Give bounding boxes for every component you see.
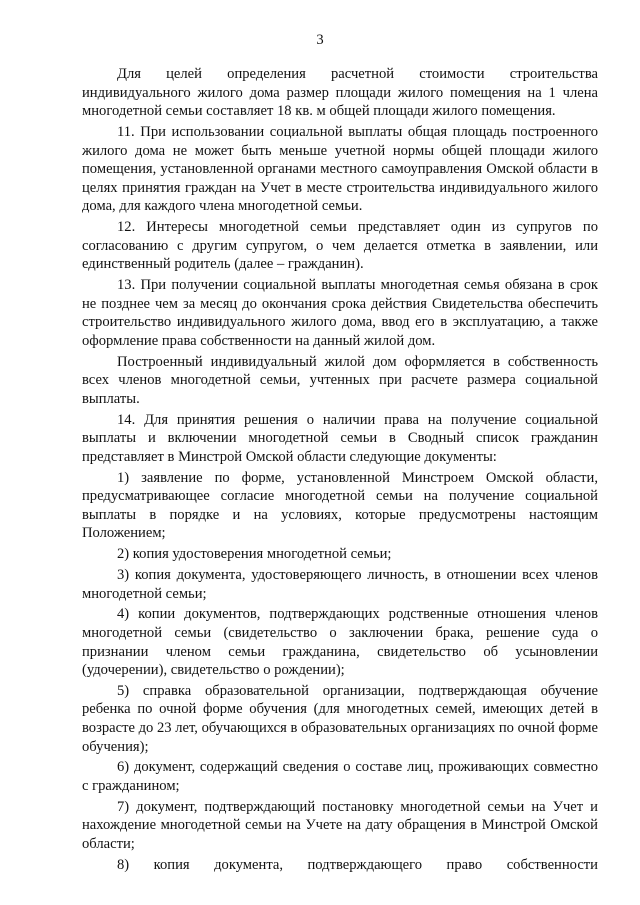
paragraph-14: 14. Для принятия решения о наличии права на получение социальной выплаты и включении многодетной семьи в Сводный список гражданин представляет в Минстрой Омской области следующие документы: (82, 411, 598, 465)
list-item-1: 1) заявление по форме, установленной Минстроем Омской области, предусматривающее согласие многодетной семьи на получение социальной выплаты в порядке и на условиях, которые предусмотрены настоящим Положением; (82, 469, 598, 542)
document-body (82, 65, 598, 877)
list-item-4: 4) копии документов, подтверждающих родственные отношения членов многодетной семьи (свидетельство о заключении брака, решение суда о признании членом семьи гражданина, свидетельство об усыновлении (удочерении), свидетельство о рождении); (82, 606, 598, 679)
list-item-5: 5) справка образовательной организации, подтверждающая обучение ребенка по очной форме обучения (для многодетных семей, имеющих детей в возрасте до 23 лет, обучающихся в образовательных организациях по очной форме обучения); (82, 682, 598, 755)
list-item-6: 6) документ, содержащий сведения о составе лиц, проживающих совместно с гражданином; (82, 759, 598, 795)
paragraph-11: 11. При использовании социальной выплаты общая площадь построенного жилого дома не может быть меньше учетной нормы общей площади жилого помещения, установленной органами местного самоуправления Омской области в целях принятия граждан на Учет в месте строительства индивидуального жилого дома, для каждого члена многодетной семьи. (82, 123, 598, 215)
paragraph-13: 13. При получении социальной выплаты многодетная семья обязана в срок не позднее чем за месяц до окончания срока действия Свидетельства обеспечить строительство индивидуального жилого дома, ввод его в эксплуатацию, а также оформление права собственности на данный жилой дом. (82, 277, 598, 349)
paragraph-12: 12. Интересы многодетной семьи представляет один из супругов по согласованию с другим супругом, о чем делается отметка в заявлении, или единственный родитель (далее – гражданин). (82, 219, 598, 273)
paragraph-ownership: Построенный индивидуальный жилой дом оформляется в собственность всех членов многодетной семьи, учтенных при расчете размера социальной выплаты. (82, 353, 598, 407)
list-item-7: 7) документ, подтверждающий постановку многодетной семьи на Учет и нахождение многодетной семьи на Учете на дату обращения в Минстрой Омской области; (82, 798, 598, 852)
page-number: 3 (316, 32, 324, 48)
list-item-3: 3) копия документа, удостоверяющего личность, в отношении всех членов многодетной семьи; (82, 566, 598, 602)
paragraph-cost-calculation: Для целей определения расчетной стоимости строительства индивидуального жилого дома размер площади жилого помещения на 1 члена многодетной семьи составляет 18 кв. м общей площади жилого помещения. (82, 66, 598, 120)
list-item-8: 8) копия документа, подтверждающего право собственности (117, 856, 598, 873)
list-item-2: 2) копия удостоверения многодетной семьи; (117, 546, 392, 563)
